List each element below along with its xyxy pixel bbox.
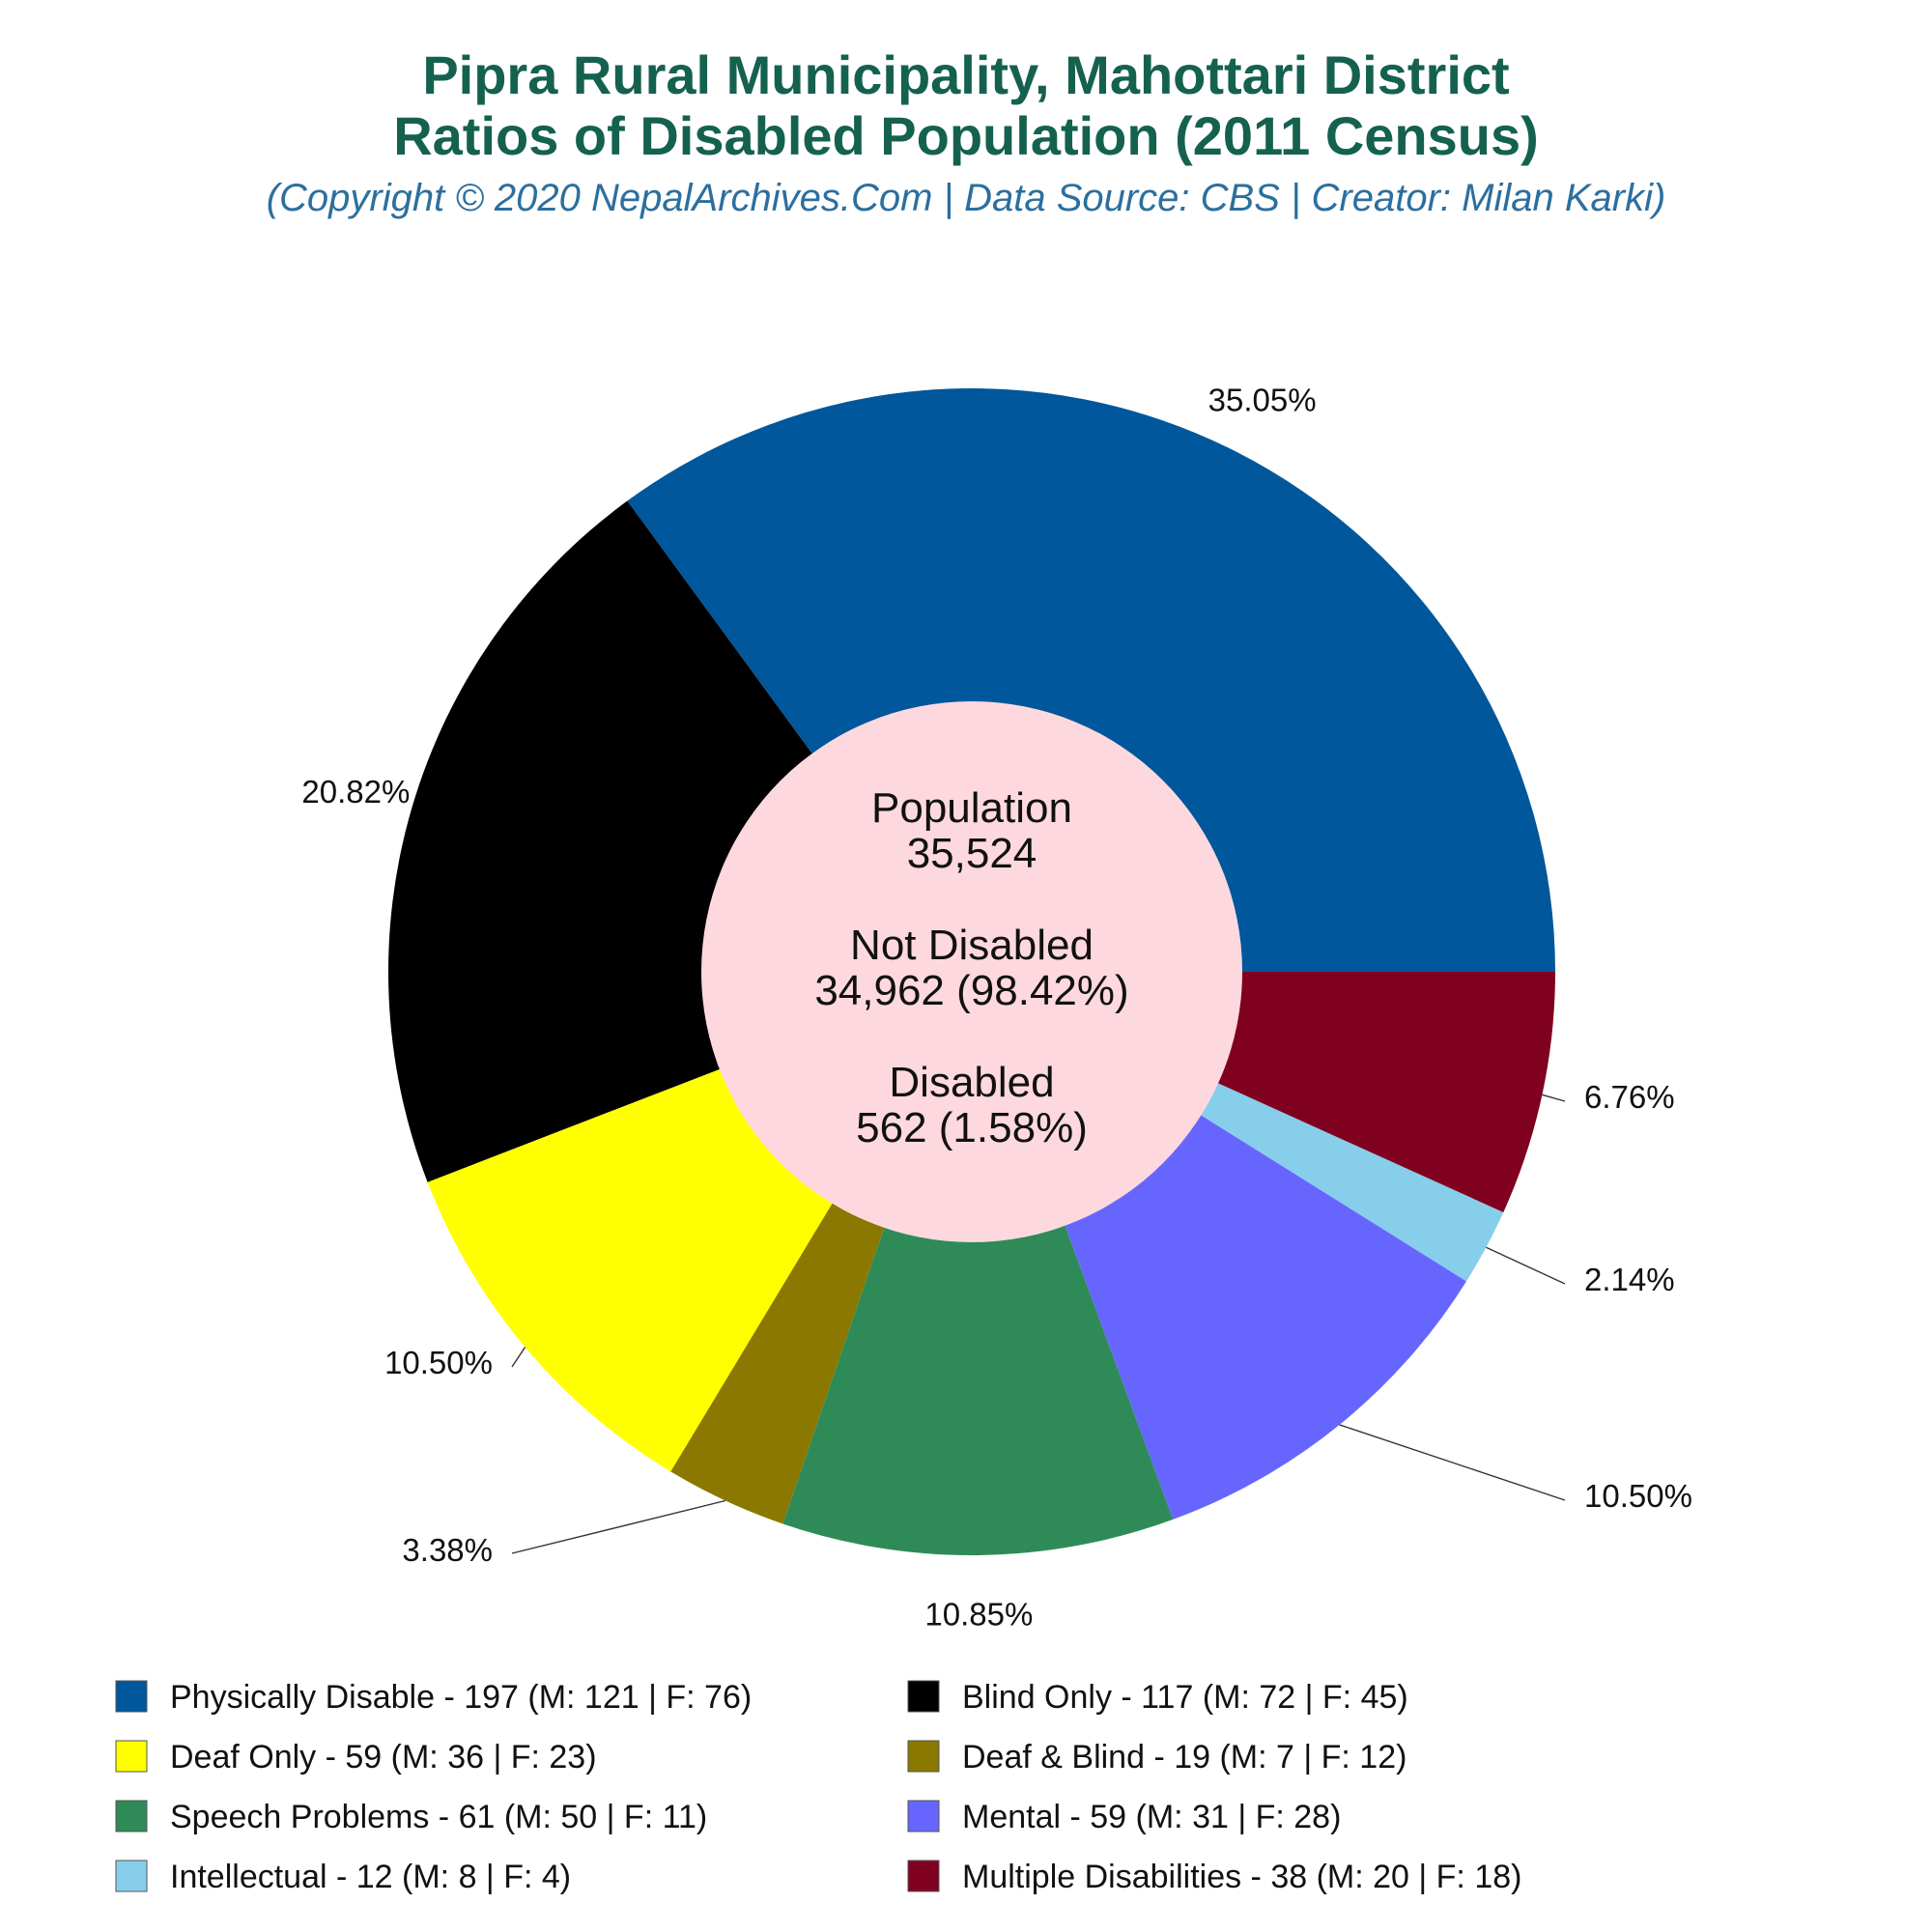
- legend-swatch-deaf-and-blind: [908, 1741, 939, 1772]
- center-disabled-value: 562 (1.58%): [856, 1104, 1088, 1151]
- legend-swatch-speech-problems: [116, 1801, 147, 1832]
- chart-title-line1: Pipra Rural Municipality, Mahottari District: [422, 44, 1510, 105]
- percent-label-speech-problems: 10.85%: [924, 1596, 1034, 1633]
- legend-entry-intellectual: Intellectual - 12 (M: 8 | F: 4): [170, 1859, 572, 1895]
- percent-label-mental: 10.50%: [1584, 1478, 1692, 1514]
- leader-line-deaf-and-blind: [512, 1501, 725, 1554]
- percent-label-blind-only: 20.82%: [301, 774, 411, 810]
- chart-title-line2: Ratios of Disabled Population (2011 Census): [393, 105, 1539, 166]
- legend-entry-multiple-disabilities: Multiple Disabilities - 38 (M: 20 | F: 18): [962, 1859, 1522, 1895]
- legend-swatch-physically-disable: [116, 1681, 147, 1712]
- leader-line-multiple-disabilities: [1542, 1094, 1565, 1101]
- leader-line-mental: [1340, 1425, 1565, 1500]
- legend-entry-blind-only: Blind Only - 117 (M: 72 | F: 45): [962, 1679, 1408, 1716]
- chart-subtitle: (Copyright © 2020 NepalArchives.Com | Data Source: CBS | Creator: Milan Karki): [266, 177, 1666, 219]
- percent-label-multiple-disabilities: 6.76%: [1584, 1079, 1675, 1115]
- leader-line-deaf-only: [512, 1348, 526, 1368]
- legend-entry-speech-problems: Speech Problems - 61 (M: 50 | F: 11): [170, 1799, 708, 1835]
- legend-entry-physically-disable: Physically Disable - 197 (M: 121 | F: 76): [170, 1679, 753, 1716]
- legend-swatch-mental: [908, 1801, 939, 1832]
- legend-swatch-blind-only: [908, 1681, 939, 1712]
- legend-swatch-multiple-disabilities: [908, 1861, 939, 1891]
- legend-entry-deaf-and-blind: Deaf & Blind - 19 (M: 7 | F: 12): [962, 1739, 1407, 1776]
- legend: [116, 1679, 1521, 1895]
- center-not-disabled-value: 34,962 (98.42%): [814, 967, 1129, 1014]
- center-disabled-label: Disabled: [889, 1059, 1055, 1106]
- legend-entry-deaf-only: Deaf Only - 59 (M: 36 | F: 23): [170, 1739, 597, 1776]
- leader-line-intellectual: [1486, 1247, 1565, 1284]
- legend-entry-mental: Mental - 59 (M: 31 | F: 28): [962, 1799, 1342, 1835]
- legend-swatch-deaf-only: [116, 1741, 147, 1772]
- legend-swatch-intellectual: [116, 1861, 147, 1891]
- center-not-disabled-label: Not Disabled: [850, 922, 1094, 969]
- percent-label-intellectual: 2.14%: [1584, 1262, 1675, 1297]
- percent-label-physically-disable: 35.05%: [1208, 382, 1317, 418]
- percent-label-deaf-and-blind: 3.38%: [402, 1532, 493, 1568]
- percent-label-deaf-only: 10.50%: [384, 1345, 493, 1380]
- center-population-value: 35,524: [906, 830, 1037, 877]
- center-population-label: Population: [871, 784, 1072, 832]
